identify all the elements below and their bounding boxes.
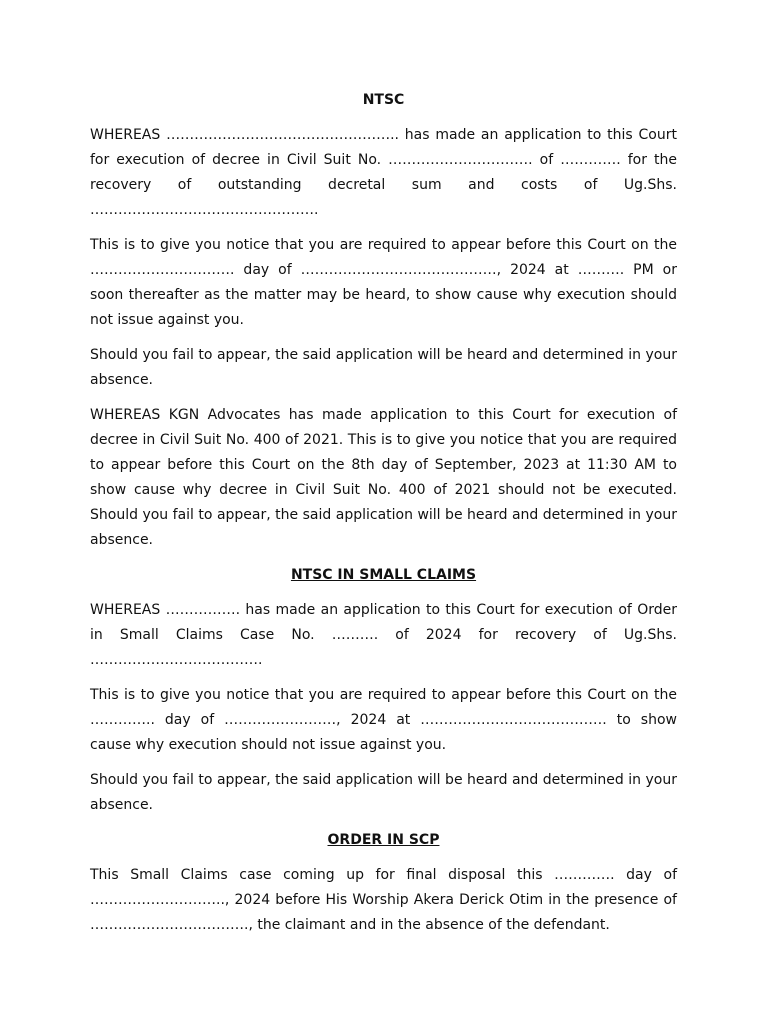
paragraph-small-claims-whereas: WHEREAS ……………. has made an application to this Court for execution of Order in Small Claims Case No. ………. of 2024 for recovery of Ug.Shs. ………………………………. — [90, 602, 677, 668]
paragraph-ntsc-whereas: WHEREAS ………………………………………….. has made an application to this Court for execution of decree in Civil Suit No. …………………………. of …………. for the recovery of outstanding decretal sum and costs of Ug.Shs. …………………………………………. — [90, 127, 677, 218]
heading-ntsc-small-claims: NTSC IN SMALL CLAIMS — [290, 567, 477, 583]
heading-order-in-scp: ORDER IN SCP — [327, 832, 440, 848]
paragraph-ntsc-notice: This is to give you notice that you are required to appear before this Court on the …………………………. day of ……………………………………, 2024 at ………. PM or soon thereafter as the matter may be heard, to show cause why execution should not issue against you. — [90, 237, 677, 328]
paragraph-small-claims-notice: This is to give you notice that you are required to appear before this Court on the ………….. day of ……………………, 2024 at …………………………………. to show cause why execution should not issue against you. — [90, 687, 677, 753]
paragraph-order-in-scp: This Small Claims case coming up for final disposal this …………. day of ……………………….., 2024 before His Worship Akera Derick Otim in the presence of ……………………………., the claimant and in the absence of the defendant. — [90, 867, 677, 933]
paragraph-small-claims-fail-to-appear: Should you fail to appear, the said application will be heard and determined in your absence. — [90, 772, 677, 813]
paragraph-ntsc-kgn-example: WHEREAS KGN Advocates has made application to this Court for execution of decree in Civil Suit No. 400 of 2021. This is to give you notice that you are required to appear before this Court on the 8th day of September, 2023 at 11:30 AM to show cause why decree in Civil Suit No. 400 of 2021 should not be executed. Should you fail to appear, the said application will be heard and determined in your absence. — [90, 407, 677, 548]
paragraph-ntsc-fail-to-appear: Should you fail to appear, the said application will be heard and determined in your absence. — [90, 347, 677, 388]
heading-ntsc: NTSC — [362, 92, 405, 108]
document-page — [90, 88, 677, 948]
